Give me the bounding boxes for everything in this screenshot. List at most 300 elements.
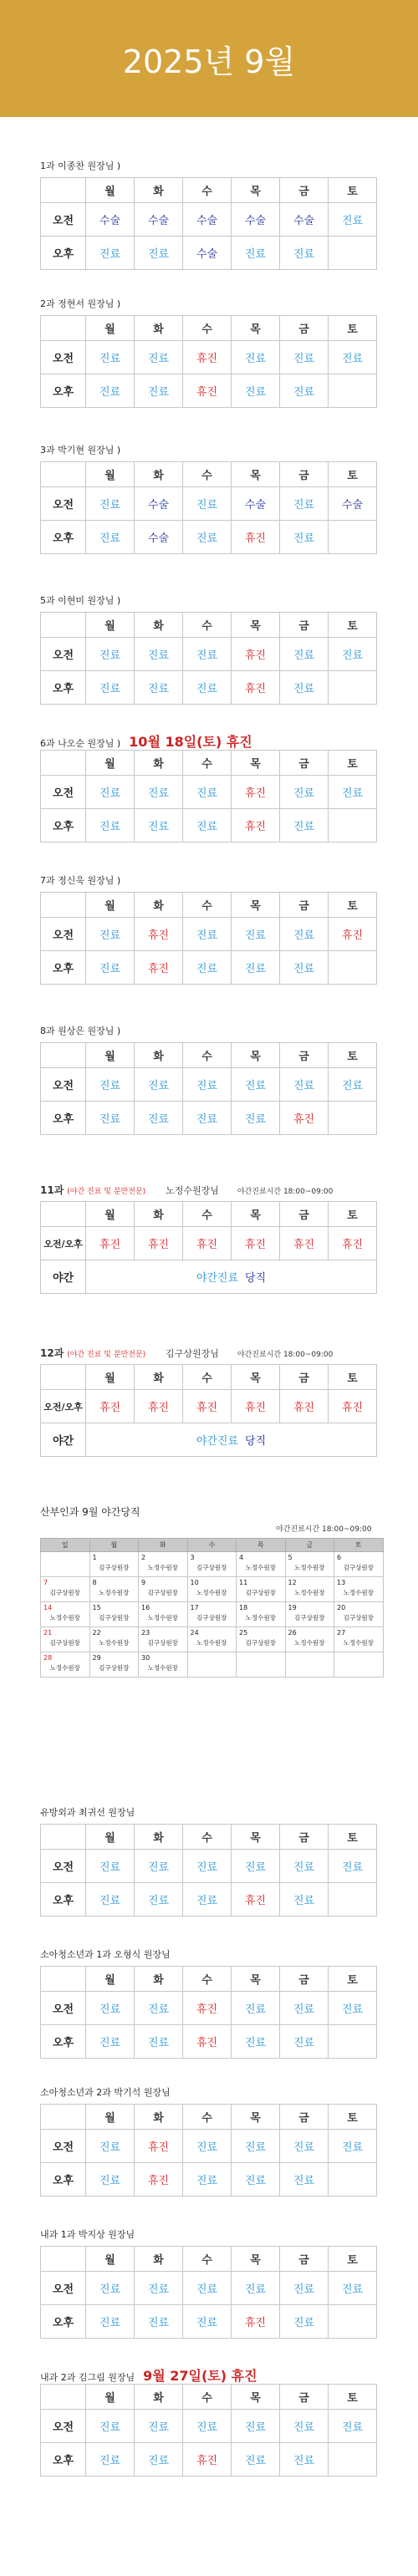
schedule-table [40,315,377,408]
row-label-night: 야간 [41,1260,86,1294]
night-duty-cell [86,1260,377,1294]
day-header: 월 [86,1043,135,1068]
row-label-morning: 오전 [41,918,86,951]
schedule-cell: 진료 [329,2410,377,2443]
day-header: 금 [280,2247,329,2272]
day-number: 11 [239,1579,248,1586]
calendar-day [285,1552,334,1577]
schedule-cell: 진료 [183,776,232,809]
calendar-hours: 야간진료시간 18:00~09:00 [276,1525,372,1534]
row-label-morning: 오전 [41,1992,86,2025]
schedule-cell: 휴진 [135,1390,183,1423]
day-header: 월 [86,613,135,638]
weekday-header: 목 [237,1539,286,1552]
calendar-day [285,1627,334,1652]
section-title [40,1024,120,1037]
day-header: 토 [329,2385,377,2410]
row-label-afternoon: 오후 [41,2163,86,2197]
day-header: 화 [135,316,183,341]
calendar-day [89,1552,139,1577]
day-number: 17 [190,1604,199,1611]
schedule-cell: 진료 [86,638,135,671]
schedule-cell: 휴진 [329,918,377,951]
day-header: 토 [329,1967,377,1992]
schedule-cell: 휴진 [232,809,280,843]
schedule-table [40,2104,377,2197]
duty-doctor: 김구상원장 [343,1564,374,1571]
duty-doctor: 노정수원장 [196,1589,227,1596]
day-header: 토 [329,613,377,638]
schedule-cell: 진료 [86,374,135,408]
schedule-cell: 휴진 [183,1992,232,2025]
schedule-cell: 진료 [183,1068,232,1102]
schedule-cell: 진료 [329,638,377,671]
schedule-cell: 수술 [183,203,232,237]
day-header: 금 [280,1825,329,1850]
day-header: 화 [135,1365,183,1390]
calendar-day [334,1652,384,1677]
day-header: 화 [135,462,183,487]
schedule-cell: 수술 [329,487,377,521]
day-number: 4 [239,1554,244,1561]
schedule-cell: 진료 [329,776,377,809]
calendar-day [334,1627,384,1652]
duty-doctor: 김구상원장 [245,1589,276,1596]
schedule-cell: 휴진 [183,1390,232,1423]
schedule-cell: 진료 [86,2272,135,2305]
schedule-cell: 진료 [183,2163,232,2197]
schedule-cell: 진료 [183,951,232,985]
calendar-day [285,1602,334,1627]
schedule-cell: 진료 [232,1992,280,2025]
day-header: 수 [183,751,232,776]
schedule-cell: 진료 [232,2025,280,2059]
schedule-cell: 진료 [232,341,280,374]
weekday-header: 토 [334,1539,384,1552]
row-label-night: 야간 [41,1423,86,1457]
corner-cell [41,1825,86,1850]
day-header: 목 [232,316,280,341]
schedule-cell: 진료 [280,2443,329,2477]
corner-cell [41,1202,86,1227]
doctor-name: 8과 원상은 원장님 ) [40,1026,121,1036]
corner-cell [41,1043,86,1068]
schedule-cell: 진료 [232,2443,280,2477]
calendar-day [41,1652,90,1677]
doctor-name: 노정수원장님 [166,1185,219,1196]
section-title [40,1346,333,1360]
duty-doctor: 김구상원장 [196,1564,227,1571]
schedule-cell [329,671,377,705]
schedule-cell: 진료 [135,1883,183,1917]
schedule-cell [329,2025,377,2059]
day-number: 21 [43,1629,53,1637]
schedule-cell: 휴진 [329,1390,377,1423]
day-header: 월 [86,893,135,918]
weekday-header: 금 [285,1539,334,1552]
schedule-cell: 진료 [135,809,183,843]
schedule-cell: 휴진 [135,918,183,951]
schedule-cell: 진료 [232,237,280,270]
schedule-cell: 진료 [183,638,232,671]
schedule-cell: 진료 [135,2272,183,2305]
day-number: 7 [43,1579,48,1586]
day-header: 화 [135,1202,183,1227]
schedule-cell: 진료 [135,2305,183,2339]
doctor-name: 1과 이종찬 원장님 ) [40,160,121,171]
duty-doctor: 김구상원장 [294,1614,325,1621]
day-header: 수 [183,613,232,638]
schedule-table [40,1201,377,1294]
day-number: 26 [288,1629,297,1637]
schedule-cell [329,521,377,554]
calendar-day [139,1552,188,1577]
schedule-cell: 진료 [329,203,377,237]
schedule-cell: 진료 [86,918,135,951]
doctor-name: 소아청소년과 1과 오형식 원장님 [40,1949,171,1960]
schedule-cell: 진료 [183,671,232,705]
schedule-cell: 진료 [86,1850,135,1883]
calendar-day [187,1652,237,1677]
section-title [40,731,252,751]
row-label-morning: 오전 [41,776,86,809]
schedule-cell: 진료 [280,638,329,671]
day-number: 25 [239,1629,248,1637]
calendar-day [187,1577,237,1602]
schedule-cell: 진료 [86,1883,135,1917]
section-title [40,1805,135,1819]
section-title [40,593,120,607]
corner-cell [41,1967,86,1992]
calendar-day [334,1602,384,1627]
day-header: 목 [232,1043,280,1068]
schedule-cell [329,951,377,985]
schedule-cell: 진료 [86,776,135,809]
duty-doctor: 노정수원장 [49,1614,80,1621]
day-header: 금 [280,1043,329,1068]
schedule-cell: 휴진 [232,671,280,705]
schedule-cell: 진료 [135,237,183,270]
duty-doctor: 김구상원장 [147,1589,178,1596]
schedule-cell: 진료 [86,2443,135,2477]
day-number: 22 [92,1629,101,1637]
day-header: 수 [183,316,232,341]
doctor-name: 내과 1과 박지상 원장님 [40,2229,135,2240]
schedule-cell: 진료 [135,638,183,671]
night-duty-cell [86,1423,377,1457]
corner-cell [41,462,86,487]
day-header: 월 [86,2247,135,2272]
schedule-cell: 휴진 [183,1227,232,1260]
schedule-cell: 휴진 [232,521,280,554]
schedule-cell: 진료 [280,671,329,705]
section-title [40,159,120,172]
schedule-cell: 진료 [280,487,329,521]
day-header: 목 [232,893,280,918]
duty-doctor: 김구상원장 [147,1639,178,1647]
day-header: 월 [86,316,135,341]
day-header: 금 [280,1967,329,1992]
day-header: 금 [280,462,329,487]
schedule-cell: 진료 [329,1068,377,1102]
schedule-cell: 휴진 [183,374,232,408]
schedule-cell: 진료 [183,1883,232,1917]
schedule-cell: 진료 [86,341,135,374]
duty-doctor: 노정수원장 [294,1564,325,1571]
day-header: 금 [280,178,329,203]
calendar-day [89,1577,139,1602]
schedule-cell: 진료 [183,809,232,843]
schedule-cell: 진료 [86,2025,135,2059]
schedule-cell: 휴진 [232,1390,280,1423]
row-label-day: 오전/오후 [41,1390,86,1423]
schedule-cell: 수술 [280,203,329,237]
calendar-day [237,1652,286,1677]
schedule-cell: 휴진 [232,2305,280,2339]
schedule-cell [329,809,377,843]
calendar-day [187,1627,237,1652]
doctor-name: 6과 나오순 원장님 ) [40,738,121,749]
day-number: 16 [141,1604,150,1611]
calendar-title: 산부인과 9월 야간당직 [40,1506,140,1518]
calendar-day [237,1552,286,1577]
schedule-cell: 진료 [280,1992,329,2025]
schedule-cell: 수술 [183,237,232,270]
duty-doctor: 노정수원장 [49,1664,80,1672]
day-header: 토 [329,751,377,776]
duty-doctor: 김구상원장 [99,1564,130,1571]
section-title [40,873,120,887]
schedule-cell: 진료 [86,1992,135,2025]
duty-doctor: 노정수원장 [196,1639,227,1647]
night-label: 야간진료 [196,1435,239,1448]
calendar-day [187,1552,237,1577]
calendar-day [334,1552,384,1577]
row-label-afternoon: 오후 [41,521,86,554]
schedule-cell: 수술 [232,203,280,237]
schedule-cell: 진료 [135,671,183,705]
day-header: 목 [232,751,280,776]
day-header: 금 [280,2105,329,2130]
section-title [40,443,120,456]
schedule-cell: 진료 [280,237,329,270]
duty-label: 당직 [245,1435,267,1448]
day-header: 수 [183,2385,232,2410]
schedule-cell [329,237,377,270]
schedule-cell: 진료 [329,341,377,374]
calendar-day [41,1627,90,1652]
schedule-cell: 진료 [135,776,183,809]
section-title [40,297,120,310]
row-label-morning: 오전 [41,487,86,521]
schedule-cell: 진료 [183,2130,232,2163]
day-header: 목 [232,613,280,638]
day-header: 토 [329,1043,377,1068]
schedule-cell: 휴진 [183,341,232,374]
calendar-day [139,1627,188,1652]
schedule-cell: 진료 [232,374,280,408]
row-label-afternoon: 오후 [41,809,86,843]
schedule-table [40,1966,377,2059]
day-header: 월 [86,1365,135,1390]
schedule-cell: 휴진 [135,1227,183,1260]
schedule-cell: 진료 [86,521,135,554]
duty-doctor: 김구상원장 [99,1664,130,1672]
row-label-day: 오전/오후 [41,1227,86,1260]
section-title [40,1947,171,1961]
duty-doctor: 노정수원장 [245,1564,276,1571]
section-title [40,1183,333,1197]
schedule-cell: 진료 [280,2130,329,2163]
duty-doctor: 김구상원장 [343,1614,374,1621]
day-header: 월 [86,1825,135,1850]
weekday-header: 월 [89,1539,139,1552]
day-number: 14 [43,1604,53,1611]
row-label-afternoon: 오후 [41,951,86,985]
calendar-day [41,1602,90,1627]
schedule-cell: 진료 [183,487,232,521]
section-title [40,2085,171,2099]
day-header: 화 [135,2105,183,2130]
schedule-cell: 수술 [135,521,183,554]
duty-label: 당직 [245,1272,267,1285]
day-number: 3 [190,1554,195,1561]
calendar-day [334,1577,384,1602]
day-header: 월 [86,178,135,203]
day-header: 토 [329,2105,377,2130]
day-header: 화 [135,2385,183,2410]
day-header: 토 [329,462,377,487]
schedule-cell: 진료 [86,1068,135,1102]
schedule-cell [329,1102,377,1135]
duty-doctor: 노정수원장 [343,1589,374,1596]
day-header: 토 [329,1202,377,1227]
schedule-cell [329,2443,377,2477]
schedule-cell: 휴진 [232,1883,280,1917]
dept-number: 12과 [40,1347,64,1359]
doctor-name: 김구상원장님 [166,1348,219,1359]
schedule-cell: 진료 [86,487,135,521]
section-title [40,2227,135,2241]
schedule-cell: 휴진 [183,2443,232,2477]
schedule-table [40,750,377,843]
doctor-name: 3과 박기현 원장님 ) [40,445,121,456]
schedule-cell: 진료 [280,2410,329,2443]
night-hours: 야간진료시간 18:00~09:00 [237,1188,334,1196]
corner-cell [41,2105,86,2130]
duty-doctor: 노정수원장 [245,1614,276,1621]
duty-doctor: 노정수원장 [343,1639,374,1647]
day-number: 27 [337,1629,346,1637]
schedule-cell: 진료 [329,2272,377,2305]
schedule-cell: 진료 [86,951,135,985]
day-number: 13 [337,1579,346,1586]
schedule-cell: 진료 [280,809,329,843]
schedule-cell: 진료 [280,2163,329,2197]
day-number: 9 [141,1579,146,1586]
schedule-cell [329,1883,377,1917]
schedule-cell: 진료 [280,521,329,554]
calendar-day [139,1652,188,1677]
day-header: 수 [183,1825,232,1850]
schedule-cell [329,374,377,408]
corner-cell [41,178,86,203]
day-header: 목 [232,2105,280,2130]
row-label-afternoon: 오후 [41,1883,86,1917]
duty-doctor: 노정수원장 [147,1614,178,1621]
schedule-table [40,2246,377,2339]
day-header: 화 [135,751,183,776]
day-header: 목 [232,462,280,487]
schedule-cell: 진료 [232,2410,280,2443]
row-label-morning: 오전 [41,2130,86,2163]
schedule-cell: 진료 [183,2272,232,2305]
schedule-table [40,892,377,985]
schedule-cell: 휴진 [280,1102,329,1135]
duty-doctor: 노정수원장 [147,1664,178,1672]
day-number: 23 [141,1629,150,1637]
night-label: 야간진료 [196,1272,239,1285]
schedule-cell: 진료 [135,2410,183,2443]
day-header: 목 [232,2247,280,2272]
schedule-cell: 휴진 [329,1227,377,1260]
weekday-header: 수 [187,1539,237,1552]
day-number: 2 [141,1554,146,1561]
row-label-morning: 오전 [41,638,86,671]
schedule-cell [329,2163,377,2197]
day-number: 24 [190,1629,199,1637]
row-label-morning: 오전 [41,1850,86,1883]
duty-doctor: 노정수원장 [99,1589,130,1596]
day-header: 화 [135,1825,183,1850]
schedule-cell: 수술 [135,487,183,521]
doctor-name: 2과 정현서 원장님 ) [40,298,121,309]
schedule-cell: 진료 [183,918,232,951]
day-header: 금 [280,316,329,341]
day-header: 금 [280,2385,329,2410]
schedule-cell: 휴진 [232,776,280,809]
row-label-afternoon: 오후 [41,2443,86,2477]
schedule-cell: 진료 [329,1850,377,1883]
schedule-cell: 진료 [280,2025,329,2059]
schedule-cell: 진료 [280,951,329,985]
schedule-cell: 진료 [86,2130,135,2163]
schedule-cell: 진료 [86,671,135,705]
schedule-cell: 진료 [232,1068,280,1102]
day-number: 8 [92,1579,97,1586]
schedule-cell: 진료 [86,809,135,843]
calendar-day [139,1577,188,1602]
schedule-cell: 휴진 [280,1227,329,1260]
schedule-cell: 휴진 [86,1390,135,1423]
day-header: 수 [183,1043,232,1068]
schedule-cell: 휴진 [135,951,183,985]
day-header: 수 [183,1202,232,1227]
schedule-cell: 수술 [232,487,280,521]
row-label-afternoon: 오후 [41,671,86,705]
dept-tag: (야간 진료 및 분만전문) [67,1351,146,1359]
corner-cell [41,316,86,341]
schedule-cell: 진료 [86,2163,135,2197]
duty-doctor: 김구상원장 [49,1639,80,1647]
schedule-cell: 휴진 [135,2163,183,2197]
duty-doctor: 김구상원장 [99,1614,130,1621]
doctor-name: 유방외과 최귀선 원장님 [40,1807,135,1818]
duty-doctor: 노정수원장 [147,1564,178,1571]
schedule-table [40,177,377,270]
schedule-cell: 휴진 [183,2025,232,2059]
dept-number: 11과 [40,1184,64,1196]
